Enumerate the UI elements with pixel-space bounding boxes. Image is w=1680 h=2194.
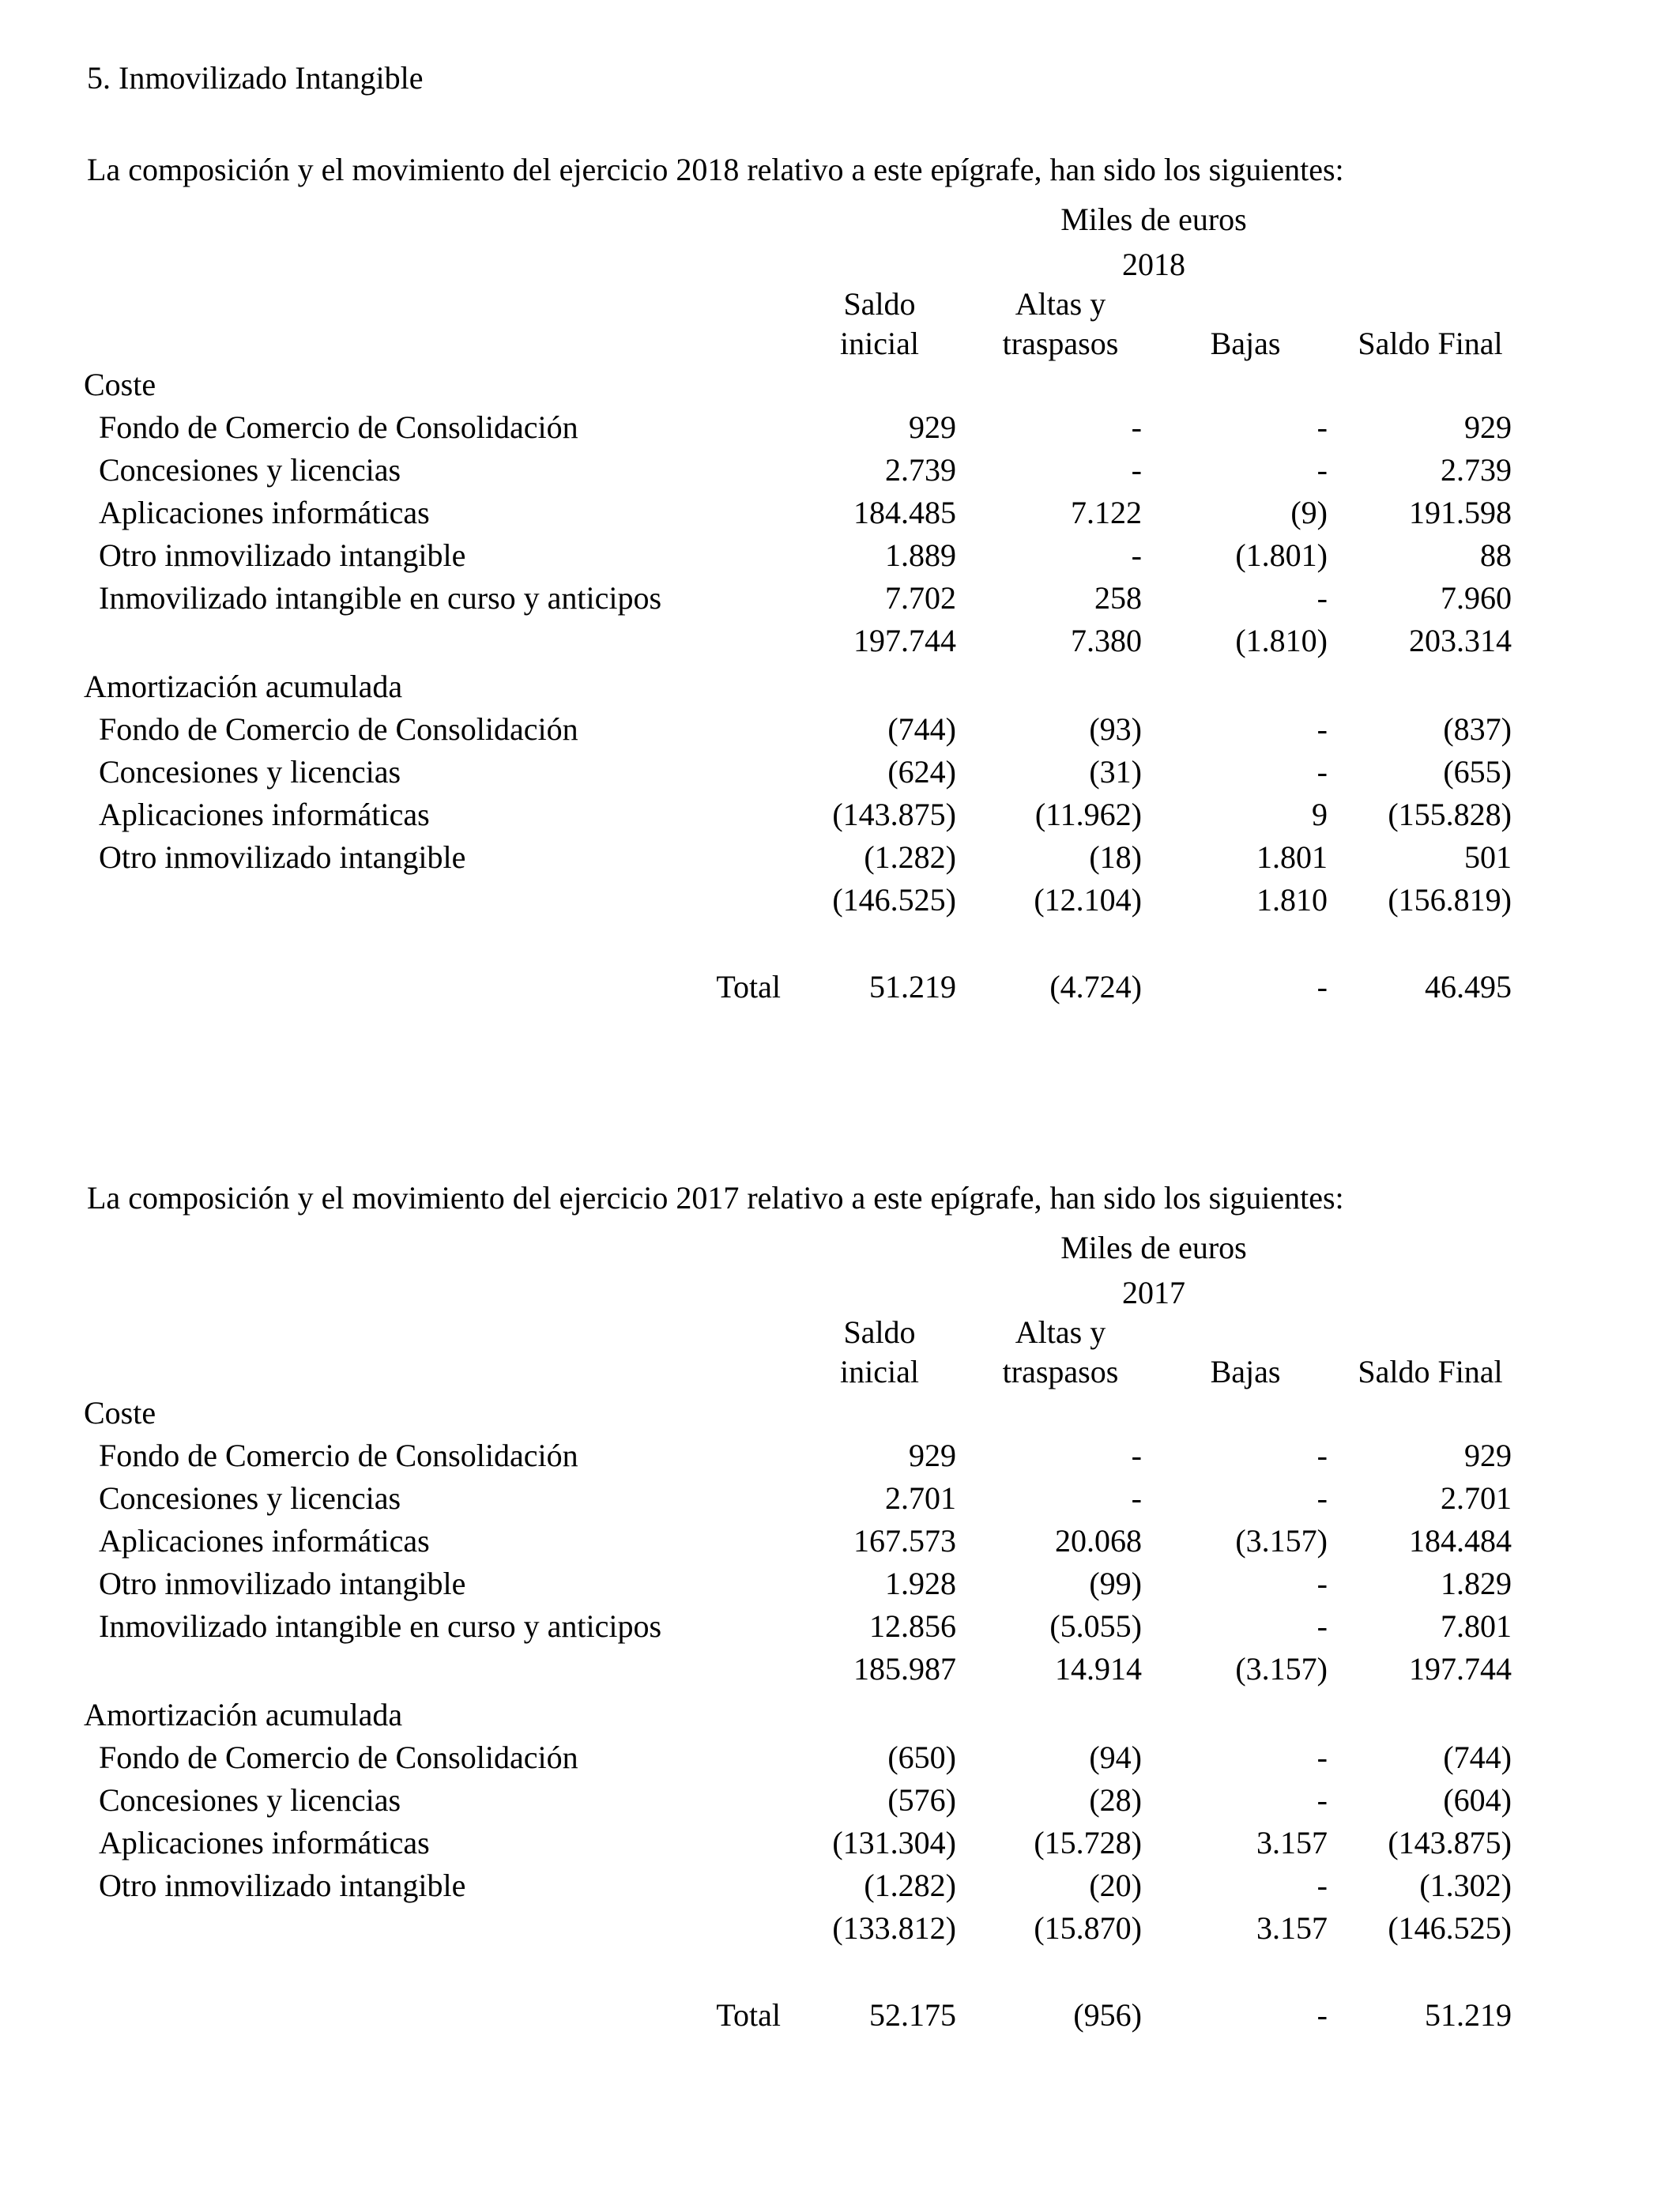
table-cell: (650)	[887, 1740, 956, 1775]
table-cell: 9	[1312, 797, 1328, 832]
table-cell: -	[1317, 711, 1328, 747]
subtotal-cell: 1.810	[1256, 882, 1328, 918]
table-cell: (11.962)	[1034, 797, 1142, 832]
table-cell: -	[1317, 754, 1328, 790]
table-cell: 167.573	[853, 1523, 956, 1559]
col-header-saldo-inicial: inicial	[840, 326, 919, 361]
section-heading: 5. Inmovilizado Intangible	[87, 60, 424, 96]
total-cell: (4.724)	[1049, 969, 1142, 1005]
table-cell: 7.960	[1441, 580, 1512, 616]
table-cell: (655)	[1443, 754, 1512, 790]
col-header-bajas: Bajas	[1210, 1354, 1281, 1389]
table-cell: 3.157	[1256, 1825, 1328, 1860]
table-row-label: Concesiones y licencias	[99, 1480, 401, 1516]
table-cell: -	[1131, 409, 1142, 445]
table-cell: -	[1317, 1566, 1328, 1601]
table-row-label: Otro inmovilizado intangible	[99, 839, 466, 875]
table-intro: La composición y el movimiento del ejercicio 2017 relativo a este epígrafe, han sido los siguientes:	[87, 1180, 1344, 1216]
table-cell: (837)	[1443, 711, 1512, 747]
table-cell: (3.157)	[1235, 1523, 1328, 1559]
table-cell: 7.702	[885, 580, 956, 616]
col-header-altas: traspasos	[1002, 1354, 1119, 1389]
table-cell: -	[1131, 452, 1142, 488]
col-header-altas: Altas y	[1015, 286, 1106, 322]
table-row-label: Aplicaciones informáticas	[99, 797, 430, 832]
table-cell: -	[1131, 1438, 1142, 1473]
table-cell: 1.889	[885, 537, 956, 573]
subtotal-cell: (12.104)	[1034, 882, 1142, 918]
col-header-bajas: Bajas	[1210, 326, 1281, 361]
table-cell: 2.701	[885, 1480, 956, 1516]
table-cell: 184.485	[853, 495, 956, 530]
table-cell: (28)	[1089, 1782, 1142, 1818]
subtotal-cell: (133.812)	[832, 1910, 956, 1946]
table-row-label: Inmovilizado intangible en curso y anticipos	[99, 580, 662, 616]
section-label-coste: Coste	[84, 1395, 156, 1431]
total-cell: 46.495	[1425, 969, 1512, 1005]
table-intro: La composición y el movimiento del ejercicio 2018 relativo a este epígrafe, han sido los siguientes:	[87, 152, 1344, 187]
table-row-label: Otro inmovilizado intangible	[99, 1868, 466, 1903]
table-cell: 1.928	[885, 1566, 956, 1601]
table-row-label: Fondo de Comercio de Consolidación	[99, 1740, 578, 1775]
table-cell: 929	[1464, 409, 1512, 445]
table-cell: 1.829	[1441, 1566, 1512, 1601]
table-row-label: Concesiones y licencias	[99, 754, 401, 790]
subtotal-cell: 197.744	[853, 623, 956, 658]
total-cell: (956)	[1073, 1997, 1142, 2033]
table-cell: (143.875)	[1388, 1825, 1512, 1860]
subtotal-cell: 7.380	[1071, 623, 1142, 658]
total-label: Total	[716, 969, 781, 1005]
subtotal-cell: 14.914	[1055, 1651, 1142, 1687]
table-cell: 2.739	[1441, 452, 1512, 488]
col-header-saldo-final: Saldo Final	[1358, 1354, 1503, 1389]
table-cell: (1.282)	[864, 1868, 956, 1903]
total-cell: 51.219	[1425, 1997, 1512, 2033]
unit-label: Miles de euros	[1060, 202, 1247, 237]
total-cell: 52.175	[869, 1997, 956, 2033]
table-cell: 501	[1464, 839, 1512, 875]
col-header-altas: Altas y	[1015, 1314, 1106, 1350]
table-cell: 184.484	[1409, 1523, 1512, 1559]
col-header-saldo-inicial: Saldo	[843, 286, 916, 322]
total-label: Total	[716, 1997, 781, 2033]
table-cell: (624)	[887, 754, 956, 790]
col-header-saldo-inicial: inicial	[840, 1354, 919, 1389]
total-cell: 51.219	[869, 969, 956, 1005]
total-cell: -	[1317, 969, 1328, 1005]
table-cell: (131.304)	[832, 1825, 956, 1860]
table-cell: (9)	[1290, 495, 1328, 530]
subtotal-cell: (15.870)	[1034, 1910, 1142, 1946]
table-row-label: Otro inmovilizado intangible	[99, 537, 466, 573]
col-header-saldo-inicial: Saldo	[843, 1314, 916, 1350]
table-cell: 191.598	[1409, 495, 1512, 530]
table-cell: (1.801)	[1235, 537, 1328, 573]
table-cell: (744)	[1443, 1740, 1512, 1775]
table-cell: (99)	[1089, 1566, 1142, 1601]
table-row-label: Fondo de Comercio de Consolidación	[99, 409, 578, 445]
table-cell: -	[1317, 1740, 1328, 1775]
table-cell: 258	[1094, 580, 1142, 616]
table-cell: -	[1131, 1480, 1142, 1516]
table-row-label: Concesiones y licencias	[99, 452, 401, 488]
table-cell: 929	[909, 1438, 956, 1473]
col-header-altas: traspasos	[1002, 326, 1119, 361]
table-cell: 2.739	[885, 452, 956, 488]
table-row-label: Inmovilizado intangible en curso y anticipos	[99, 1608, 662, 1644]
table-cell: 7.122	[1071, 495, 1142, 530]
year-label: 2017	[1122, 1275, 1185, 1310]
table-cell: -	[1317, 1868, 1328, 1903]
table-cell: -	[1317, 452, 1328, 488]
subtotal-cell: (1.810)	[1235, 623, 1328, 658]
table-cell: 88	[1480, 537, 1512, 573]
table-cell: -	[1317, 1480, 1328, 1516]
table-row-label: Fondo de Comercio de Consolidación	[99, 1438, 578, 1473]
subtotal-cell: (146.525)	[1388, 1910, 1512, 1946]
table-cell: 929	[909, 409, 956, 445]
table-cell: -	[1317, 1782, 1328, 1818]
table-cell: (93)	[1089, 711, 1142, 747]
table-cell: (143.875)	[832, 797, 956, 832]
table-cell: (155.828)	[1388, 797, 1512, 832]
total-cell: -	[1317, 1997, 1328, 2033]
table-cell: -	[1317, 1438, 1328, 1473]
subtotal-cell: 185.987	[853, 1651, 956, 1687]
subtotal-cell: (156.819)	[1388, 882, 1512, 918]
year-label: 2018	[1122, 247, 1185, 282]
subtotal-cell: 3.157	[1256, 1910, 1328, 1946]
table-cell: (20)	[1089, 1868, 1142, 1903]
table-cell: 2.701	[1441, 1480, 1512, 1516]
table-cell: 20.068	[1055, 1523, 1142, 1559]
unit-label: Miles de euros	[1060, 1230, 1247, 1265]
table-row-label: Aplicaciones informáticas	[99, 495, 430, 530]
section-label-coste: Coste	[84, 367, 156, 402]
table-cell: (1.282)	[864, 839, 956, 875]
table-row-label: Otro inmovilizado intangible	[99, 1566, 466, 1601]
section-label-amortizacion: Amortización acumulada	[84, 1697, 403, 1732]
table-cell: 1.801	[1256, 839, 1328, 875]
subtotal-cell: (146.525)	[832, 882, 956, 918]
table-cell: 929	[1464, 1438, 1512, 1473]
subtotal-cell: 197.744	[1409, 1651, 1512, 1687]
table-row-label: Fondo de Comercio de Consolidación	[99, 711, 578, 747]
table-cell: (18)	[1089, 839, 1142, 875]
table-cell: -	[1317, 580, 1328, 616]
col-header-saldo-final: Saldo Final	[1358, 326, 1503, 361]
subtotal-cell: (3.157)	[1235, 1651, 1328, 1687]
table-cell: (94)	[1089, 1740, 1142, 1775]
table-cell: (5.055)	[1049, 1608, 1142, 1644]
section-label-amortizacion: Amortización acumulada	[84, 669, 403, 704]
table-cell: -	[1131, 537, 1142, 573]
table-cell: (31)	[1089, 754, 1142, 790]
table-cell: -	[1317, 409, 1328, 445]
table-cell: (15.728)	[1034, 1825, 1142, 1860]
table-cell: 7.801	[1441, 1608, 1512, 1644]
table-row-label: Aplicaciones informáticas	[99, 1523, 430, 1559]
table-cell: -	[1317, 1608, 1328, 1644]
table-cell: 12.856	[869, 1608, 956, 1644]
table-cell: (576)	[887, 1782, 956, 1818]
table-cell: (1.302)	[1419, 1868, 1512, 1903]
table-row-label: Aplicaciones informáticas	[99, 1825, 430, 1860]
table-row-label: Concesiones y licencias	[99, 1782, 401, 1818]
table-cell: (604)	[1443, 1782, 1512, 1818]
table-cell: (744)	[887, 711, 956, 747]
subtotal-cell: 203.314	[1409, 623, 1512, 658]
